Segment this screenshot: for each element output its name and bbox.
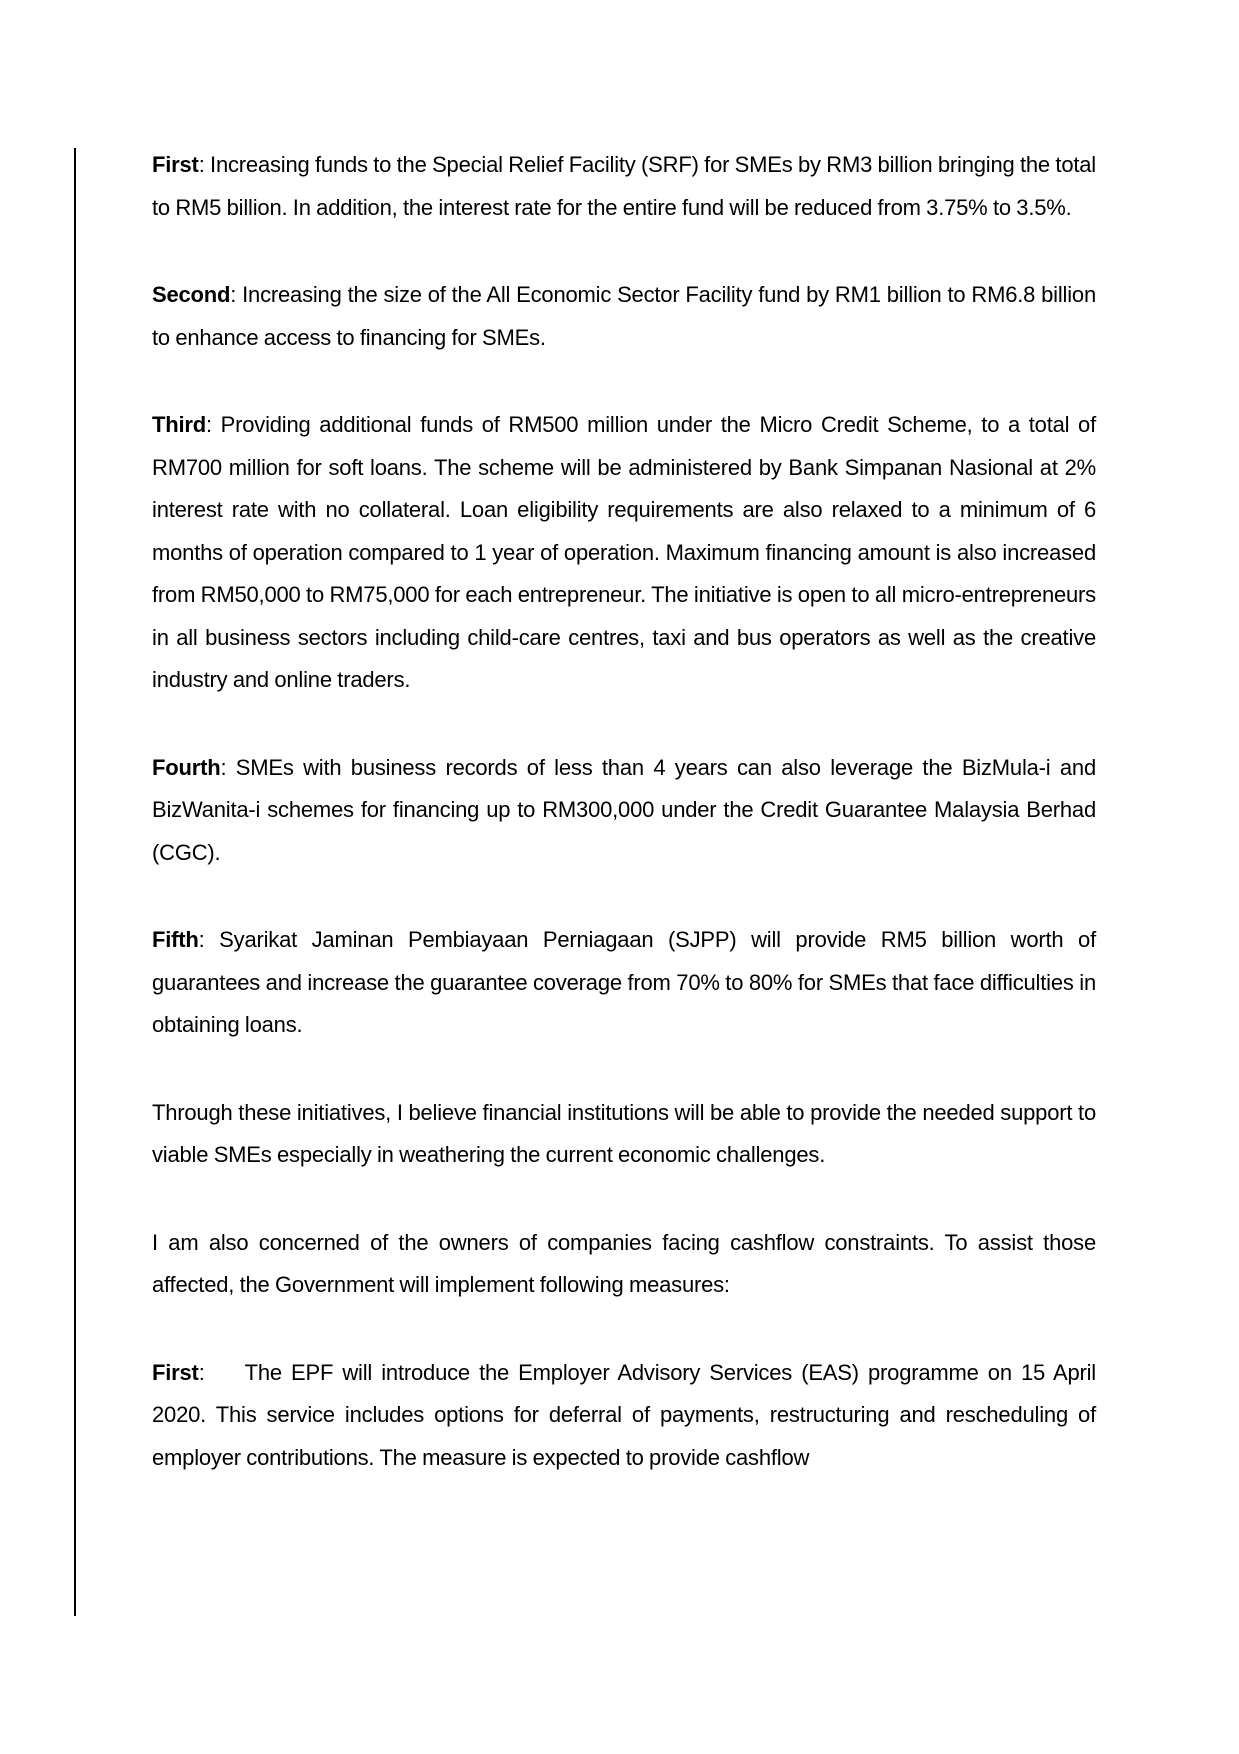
paragraph-lead: Second bbox=[152, 282, 231, 307]
paragraph-body: Providing additional funds of RM500 million under the Micro Credit Scheme, to a total of RM700 million for soft loans. The scheme will be administered by Bank Simpanan Nasional at 2% interest rate with no collateral. Loan eligibility requirements are also relaxed to a minimum of 6 months of operation compared to 1 year of operation. Maximum financing amount is also increased from RM50,000 to RM75,000 for each entrepreneur. The initiative is open to all micro-entrepreneurs in all business sectors including child-care centres, taxi and bus operators as well as the creative industry and online traders. bbox=[152, 412, 1096, 692]
paragraph-lead: Fourth bbox=[152, 754, 221, 780]
paragraph-body: Increasing funds to the Special Relief Facility (SRF) for SMEs by RM3 billion bringing the total to RM5 billion. In addition, the interest rate for the entire fund will be reduced from 3.75% to 3.5%. bbox=[152, 152, 1096, 220]
paragraph-body: SMEs with business records of less than 4 years can also leverage the BizMula-i and BizWanita-i schemes for financing up to RM300,000 under the Credit Guarantee Malaysia Berhad (CGC). bbox=[152, 754, 1096, 865]
text-column bbox=[152, 144, 1096, 1524]
paragraph-body: The EPF will introduce the Employer Advisory Services (EAS) programme on 15 April 2020. This service includes options for deferral of payments, restructuring and rescheduling of employer contributions. The measure is expected to provide cashflow bbox=[152, 1359, 1096, 1470]
paragraph-separator: : bbox=[206, 412, 221, 437]
paragraph-separator: : bbox=[198, 152, 211, 177]
paragraph-fifth-sjpp bbox=[152, 919, 1096, 1047]
paragraph-body: Syarikat Jaminan Pembiayaan Perniagaan (SJPP) will provide RM5 billion worth of guarantees and increase the guarantee coverage from 70% to 80% for SMEs that face difficulties in obtaining loans. bbox=[152, 927, 1097, 1037]
paragraph-first-epf-eas bbox=[152, 1352, 1096, 1480]
paragraph-second-aes-facility bbox=[152, 274, 1096, 359]
paragraph-separator: : bbox=[198, 1359, 205, 1385]
paragraph-lead: First bbox=[152, 152, 199, 177]
paragraph-first-srf bbox=[152, 144, 1096, 229]
revision-bar bbox=[74, 148, 76, 1616]
paragraph-body: Increasing the size of the All Economic Sector Facility fund by RM1 billion to RM6.8 billion to enhance access to financing for SMEs. bbox=[152, 282, 1096, 350]
paragraph-lead: First bbox=[152, 1359, 199, 1385]
paragraph-body: Through these initiatives, I believe financial institutions will be able to provide the needed support to viable SMEs especially in weathering the current economic challenges. bbox=[152, 1099, 1096, 1167]
paragraph-cashflow-concern bbox=[152, 1222, 1096, 1307]
paragraph-separator: : bbox=[198, 927, 220, 952]
paragraph-lead: Fifth bbox=[152, 927, 199, 952]
paragraph-body: I am also concerned of the owners of companies facing cashflow constraints. To assist those affected, the Government will implement following measures: bbox=[152, 1229, 1096, 1297]
paragraph-separator: : bbox=[230, 282, 243, 307]
paragraph-through-initiatives bbox=[152, 1092, 1096, 1177]
paragraph-separator: : bbox=[220, 754, 236, 780]
paragraph-fourth-cgc bbox=[152, 747, 1096, 875]
paragraph-third-micro-credit bbox=[152, 404, 1096, 702]
paragraph-lead: Third bbox=[152, 412, 206, 437]
